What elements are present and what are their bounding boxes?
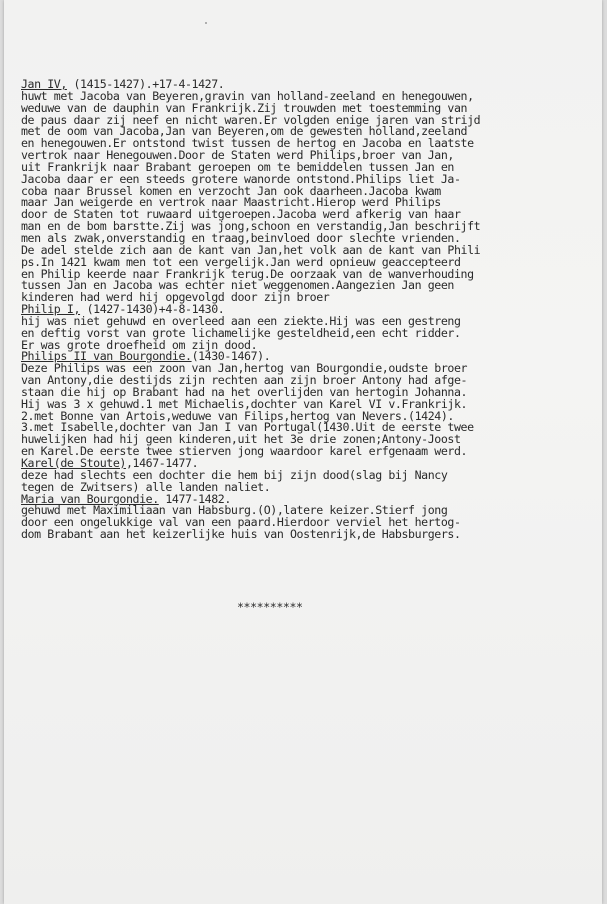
text-line: met de oom van Jacoba,Jan van Beyeren,om de gewesten holland,zeeland (21, 124, 468, 139)
section-heading: Philips II van Bourgondie. (21, 349, 192, 364)
text-line: Hij was 3 x gehuwd.1 met Michaelis,dochter van Karel VI v.Frankrijk. (21, 396, 468, 411)
section-heading: Philip I, (21, 302, 81, 317)
text-line: Jacoba daar er een steeds grotere wanorde ontstond.Philips liet Ja- (21, 171, 461, 186)
text-line: uit Frankrijk naar Brabant geroepen om te bemiddelen tussen Jan en (21, 159, 454, 174)
text-line: en henegouwen.Er ontstond twist tussen de hertog en Jacoba en laatste (21, 136, 474, 151)
section-heading-dates: ,1467-1477. (125, 456, 199, 470)
text-line: men als zwak,onverstandig en traag,beinvloed door slechte vrienden. (21, 230, 461, 245)
text-line: hij was niet gehuwd en overleed aan een ziekte.Hij was een gestreng (21, 313, 461, 328)
text-line: Deze Philips was een zoon van Jan,hertog van Bourgondie,oudste broer (21, 361, 468, 376)
end-mark: ********** (237, 600, 303, 614)
text-line: tegen de Zwitsers) alle landen naliet. (21, 479, 271, 494)
paper-speck (205, 22, 207, 24)
text-line: gehuwd met Maximiliaan van Habsburg.(O),latere keizer.Stierf jong (21, 503, 448, 518)
text-line: huwt met Jacoba van Beyeren,gravin van holland-zeeland en henegouwen, (21, 88, 474, 103)
text-line: man en de bom barstte.Zij was jong,schoon en verstandig,Jan beschrijft (21, 219, 481, 234)
text-line: en deftig vorst van grote lichamelijke gesteldheid,een echt ridder. (21, 325, 461, 340)
text-line: huwelijken had hij geen kinderen,uit het 3e drie zonen;Antony-Joost (21, 432, 461, 447)
text-line: ps.In 1421 kwam men tot een vergelijk.Jan werd opnieuw geaccepteerd (21, 254, 461, 269)
text-line: kinderen had werd hij opgevolgd door zijn broer (21, 290, 330, 305)
text-line: De adel stelde zich aan de kant van Jan,het volk aan de kant van Phili (21, 242, 481, 257)
text-line: 3.met Isabelle,dochter van Jan I van Portugal(1430.Uit de eerste twee (21, 420, 474, 435)
text-line: door de Staten tot ruwaard uitgeroepen.Jacoba werd afkerig van haar (21, 207, 461, 222)
text-line: Er was grote droefheid om zijn dood. (21, 337, 258, 352)
text-line: en Karel.De eerste twee stierven jong waardoor karel erfgenaam werd. (21, 444, 468, 459)
section-heading: Maria van Bourgondie. (21, 491, 159, 506)
text-line: van Antony,die destijds zijn rechten aan zijn broer Antony had afge- (21, 373, 468, 388)
section-heading: Jan IV, (21, 77, 67, 91)
text-line: en Philip keerde naar Frankrijk terug.De oorzaak van de wanverhouding (21, 266, 474, 281)
text-line: vertrok naar Henegouwen.Door de Staten werd Philips,broer van Jan, (21, 148, 454, 163)
text-line: weduwe van de dauphin van Frankrijk.Zij trouwden met toestemming van (21, 100, 468, 115)
section-heading-dates: (1427-1430)+4-8-1430. (80, 302, 225, 317)
text-line: tussen Jan en Jacoba was echter niet weggenomen.Aangezien Jan geen (21, 278, 454, 293)
text-line: staan die hij op Brabant had na het overlijden van hertogin Johanna. (21, 384, 468, 399)
text-line: de paus daar zij neef en nicht waren.Er volgden enige jaren van strijd (21, 112, 481, 127)
typed-page (4, 0, 602, 904)
text-line: dom Brabant aan het keizerlijke huis van Oostenrijk,de Habsburgers. (21, 527, 461, 542)
typed-text-body (21, 79, 581, 541)
text-line: maar Jan weigerde en vertrok naar Maastricht.Hierop werd Philips (21, 195, 441, 210)
section-heading-dates: (1415-1427).+17-4-1427. (66, 77, 225, 91)
section-heading: Karel(de Stoute) (21, 456, 126, 470)
text-line: 2.met Bonne van Artois,weduwe van Filips,hertog van Nevers.(1424). (21, 408, 454, 423)
text-line: door een ongelukkige val van een paard.Hierdoor verviel het hertog- (21, 515, 461, 530)
text-line: coba naar Brussel komen en verzocht Jan ook daarheen.Jacoba kwam (21, 183, 441, 198)
text-line: deze had slechts een dochter die hem bij zijn dood(slag bij Nancy (21, 467, 448, 482)
section-heading-dates: (1430-1467). (191, 349, 271, 364)
section-heading-dates: 1477-1482. (158, 491, 231, 506)
